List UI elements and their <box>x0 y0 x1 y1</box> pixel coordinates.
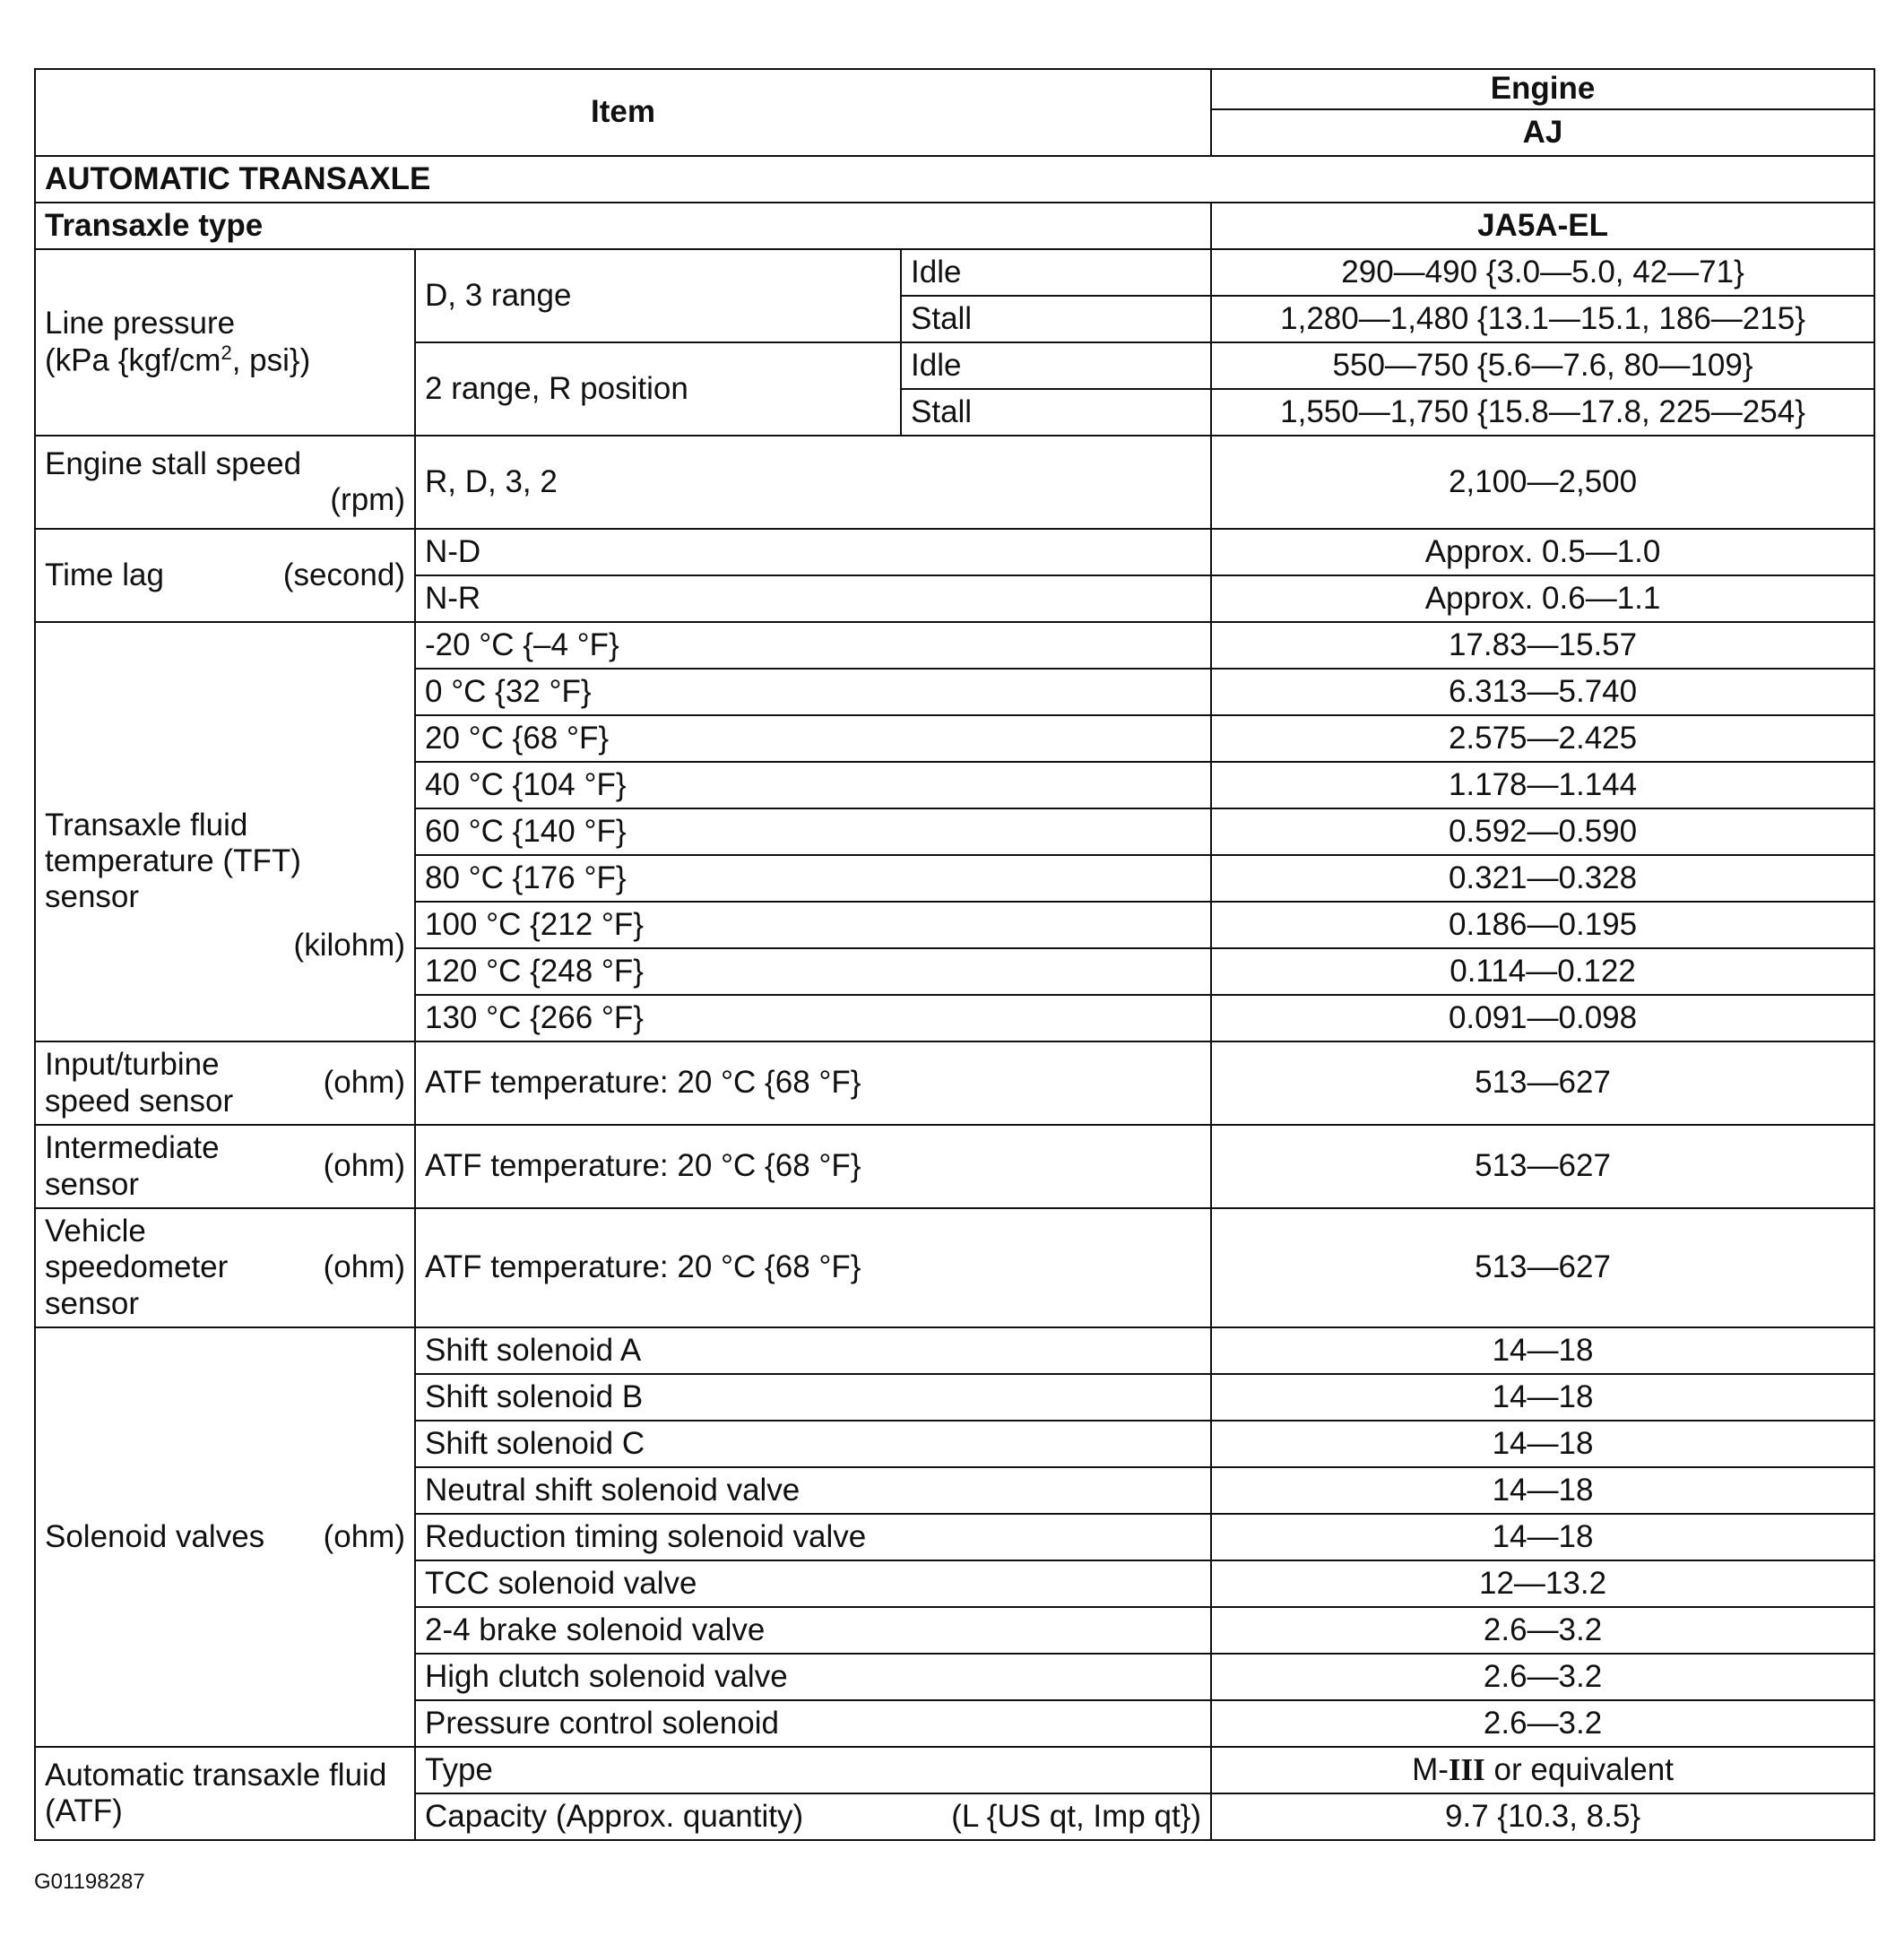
solenoid-cond: 2-4 brake solenoid valve <box>415 1607 1211 1654</box>
tft-unit: (kilohm) <box>293 928 405 964</box>
sensor-unit: (ohm) <box>323 1148 405 1184</box>
tft-label-line2: temperature (TFT) <box>45 843 301 878</box>
time-lag-value: Approx. 0.6—1.1 <box>1211 575 1874 622</box>
solenoid-value: 14—18 <box>1211 1421 1874 1467</box>
line-pressure-r2-idle-label: Idle <box>901 342 1211 389</box>
line-pressure-label-line1: Line pressure <box>45 305 236 341</box>
time-lag-value: Approx. 0.5—1.0 <box>1211 529 1874 575</box>
tft-cond: 130 °C {266 °F} <box>415 995 1211 1041</box>
sensor-value: 513—627 <box>1211 1041 1874 1125</box>
atf-label-line1: Automatic transaxle fluid <box>45 1757 387 1793</box>
line-pressure-label <box>35 249 415 436</box>
solenoid-value: 14—18 <box>1211 1467 1874 1514</box>
sensor-unit: (ohm) <box>323 1249 405 1285</box>
time-lag-cond: N-R <box>415 575 1211 622</box>
tft-sensor-label <box>35 622 415 1041</box>
line-pressure-d3-idle-label: Idle <box>901 249 1211 296</box>
line-pressure-r2-stall-label: Stall <box>901 389 1211 436</box>
tft-cond: 120 °C {248 °F} <box>415 948 1211 995</box>
solenoid-value: 2.6—3.2 <box>1211 1607 1874 1654</box>
time-lag-unit: (second) <box>282 557 405 592</box>
transaxle-type-label: Transaxle type <box>35 203 1211 249</box>
tft-value: 0.186—0.195 <box>1211 902 1874 948</box>
sensor-value: 513—627 <box>1211 1208 1874 1327</box>
tft-value: 17.83—15.57 <box>1211 622 1874 669</box>
solenoid-cond: Pressure control solenoid <box>415 1700 1211 1747</box>
solenoid-cond: High clutch solenoid valve <box>415 1654 1211 1700</box>
header-engine: Engine <box>1211 69 1874 109</box>
section-title: AUTOMATIC TRANSAXLE <box>35 156 1874 203</box>
solenoid-unit: (ohm) <box>323 1518 405 1554</box>
line-pressure-d3-stall-value: 1,280—1,480 {13.1—15.1, 186—215} <box>1211 296 1874 342</box>
atf-label-line2: (ATF) <box>45 1793 123 1828</box>
line-pressure-d3-idle-value: 290—490 {3.0—5.0, 42—71} <box>1211 249 1874 296</box>
atf-type-value: M-III or equivalent <box>1211 1747 1874 1793</box>
atf-capacity-label <box>415 1793 1211 1840</box>
sensor-cond: ATF temperature: 20 °C {68 °F} <box>415 1041 1211 1125</box>
time-lag-label <box>35 529 415 622</box>
tft-cond: 0 °C {32 °F} <box>415 669 1211 715</box>
atf-capacity-value: 9.7 {10.3, 8.5} <box>1211 1793 1874 1840</box>
input-turbine-sensor-label <box>35 1041 415 1125</box>
stall-speed-label-text: Engine stall speed <box>45 445 302 481</box>
time-lag-cond: N-D <box>415 529 1211 575</box>
solenoid-cond: Neutral shift solenoid valve <box>415 1467 1211 1514</box>
solenoid-label-text: Solenoid valves <box>45 1518 265 1554</box>
line-pressure-r2-stall-value: 1,550—1,750 {15.8—17.8, 225—254} <box>1211 389 1874 436</box>
sensor-label-line2: speedometer <box>45 1249 229 1285</box>
solenoid-value: 2.6—3.2 <box>1211 1654 1874 1700</box>
line-pressure-d3-range: D, 3 range <box>415 249 901 342</box>
stall-speed-value: 2,100—2,500 <box>1211 436 1874 529</box>
stall-speed-label <box>35 436 415 529</box>
tft-value: 0.114—0.122 <box>1211 948 1874 995</box>
tft-value: 1.178—1.144 <box>1211 762 1874 808</box>
solenoid-valves-label <box>35 1327 415 1747</box>
atf-label <box>35 1747 415 1840</box>
transaxle-type-value: JA5A-EL <box>1211 203 1874 249</box>
sensor-label-line2: sensor <box>45 1166 140 1202</box>
intermediate-sensor-label <box>35 1125 415 1208</box>
tft-label-line1: Transaxle fluid <box>45 807 248 843</box>
tft-value: 2.575—2.425 <box>1211 715 1874 762</box>
tft-cond: 40 °C {104 °F} <box>415 762 1211 808</box>
stall-speed-condition: R, D, 3, 2 <box>415 436 1211 529</box>
sensor-label-line2: speed sensor <box>45 1083 234 1119</box>
solenoid-cond: Reduction timing solenoid valve <box>415 1514 1211 1560</box>
vehicle-speedometer-sensor-label <box>35 1208 415 1327</box>
solenoid-value: 14—18 <box>1211 1374 1874 1421</box>
atf-type-label: Type <box>415 1747 1211 1793</box>
solenoid-value: 14—18 <box>1211 1514 1874 1560</box>
header-item: Item <box>35 69 1211 156</box>
tft-cond: 60 °C {140 °F} <box>415 808 1211 855</box>
line-pressure-r2-range: 2 range, R position <box>415 342 901 436</box>
tft-cond: 20 °C {68 °F} <box>415 715 1211 762</box>
solenoid-value: 2.6—3.2 <box>1211 1700 1874 1747</box>
line-pressure-d3-stall-label: Stall <box>901 296 1211 342</box>
solenoid-value: 14—18 <box>1211 1327 1874 1374</box>
sensor-label-line1: Intermediate <box>45 1130 220 1166</box>
figure-code: G01198287 <box>34 1870 145 1894</box>
sensor-label-line1: Vehicle <box>45 1214 146 1249</box>
tft-label-line3: sensor <box>45 879 140 914</box>
spec-table <box>34 68 1875 1841</box>
tft-value: 0.321—0.328 <box>1211 855 1874 902</box>
header-engine-code: AJ <box>1211 109 1874 156</box>
solenoid-cond: Shift solenoid C <box>415 1421 1211 1467</box>
tft-value: 0.592—0.590 <box>1211 808 1874 855</box>
tft-value: 6.313—5.740 <box>1211 669 1874 715</box>
line-pressure-label-line2: (kPa {$kgf/cm^2$, psi}) <box>45 341 311 378</box>
sensor-cond: ATF temperature: 20 °C {68 °F} <box>415 1208 1211 1327</box>
solenoid-value: 12—13.2 <box>1211 1560 1874 1607</box>
tft-cond: 80 °C {176 °F} <box>415 855 1211 902</box>
solenoid-cond: Shift solenoid A <box>415 1327 1211 1374</box>
tft-value: 0.091—0.098 <box>1211 995 1874 1041</box>
stall-speed-unit: (rpm) <box>330 482 405 517</box>
sensor-value: 513—627 <box>1211 1125 1874 1208</box>
sensor-cond: ATF temperature: 20 °C {68 °F} <box>415 1125 1211 1208</box>
sensor-unit: (ohm) <box>323 1065 405 1101</box>
tft-cond: -20 °C {–4 °F} <box>415 622 1211 669</box>
atf-capacity-text: Capacity (Approx. quantity) <box>425 1798 804 1834</box>
solenoid-cond: TCC solenoid valve <box>415 1560 1211 1607</box>
line-pressure-r2-idle-value: 550—750 {5.6—7.6, 80—109} <box>1211 342 1874 389</box>
sensor-label-line3: sensor <box>45 1285 140 1321</box>
atf-capacity-unit: (L {US qt, Imp qt}) <box>951 1798 1202 1834</box>
time-lag-label-text: Time lag <box>45 557 164 592</box>
solenoid-cond: Shift solenoid B <box>415 1374 1211 1421</box>
tft-cond: 100 °C {212 °F} <box>415 902 1211 948</box>
sensor-label-line1: Input/turbine <box>45 1047 220 1083</box>
